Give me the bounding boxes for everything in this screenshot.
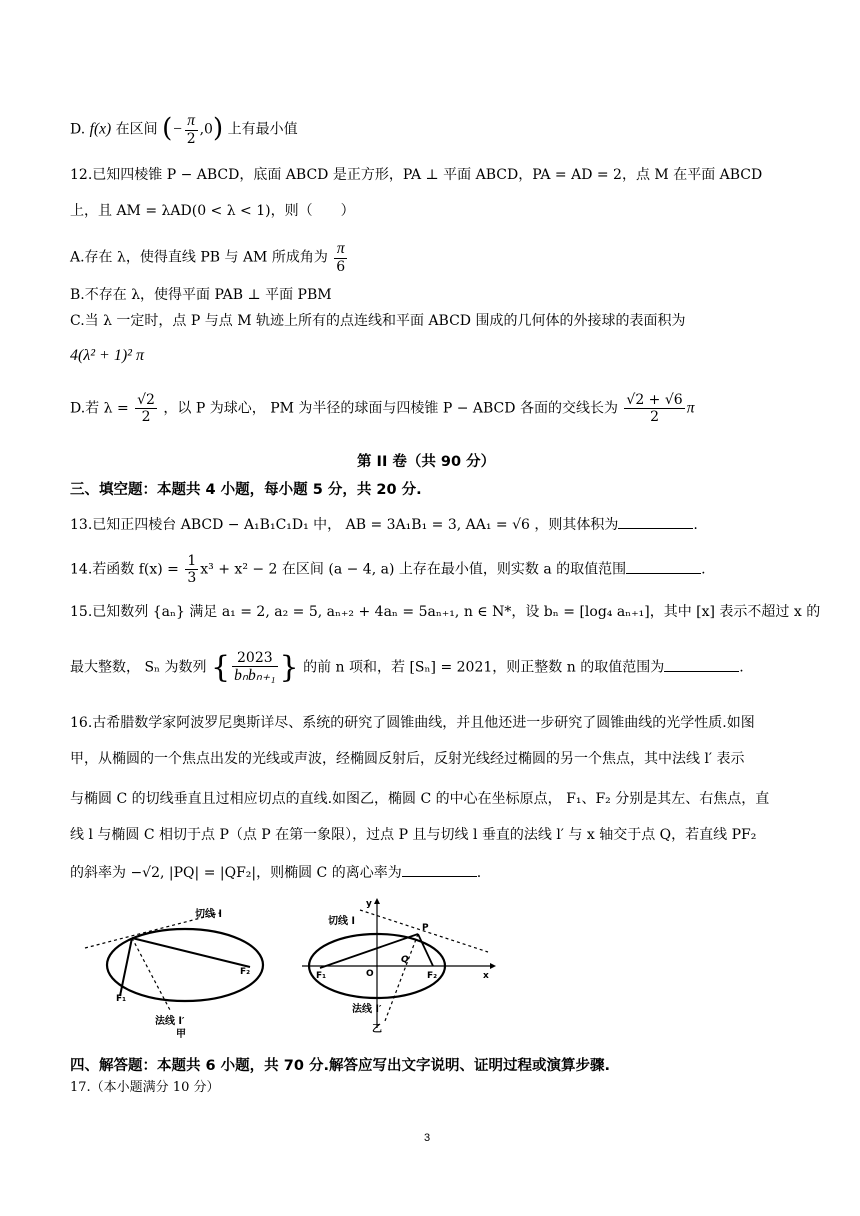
fraction: $\frac{√2 + √6}{2}$ [626,392,683,426]
f1-label: F₁ [116,994,127,1004]
q12-option-c-line2: 4(λ² + 1)² π [70,347,144,364]
fraction: $\frac{√2}{2}$ [137,392,155,426]
f1-label: F₁ [316,971,327,981]
fraction: $\frac{\pi}{2}$ [186,112,196,147]
q12-option-b: B.不存在 λ，使得平面 PAB ⊥ 平面 PBM [70,287,332,303]
caption-jia: 甲 [176,1029,186,1038]
q15-line2: 最大整数， Sₙ 为数列 { $\frac{2023}{\text{bₙbₙ₊₁}}$ } 的前 n 项和，若 [Sₙ] = 2021，则正整数 n 的取值范围为 . [70,650,744,685]
q12-option-a [70,240,349,275]
left-paren: ( [162,113,173,144]
answer-blank[interactable] [664,657,739,672]
figure-jia [80,898,290,1038]
q15-text: 最大整数， Sₙ 为数列 [70,659,207,676]
incident-ray [120,938,132,996]
q15-line1: 15.已知数列 {aₙ} 满足 a₁ = 2, a₂ = 5, aₙ₊₂ + 4aₙ = 5aₙ₊₁, n ∈ N*，设 bₙ = [log₄ aₙ₊₁]，其中 [x] 表示不超过 x 的 [70,604,821,620]
q13-text: 13.已知正四棱台 ABCD − A₁B₁C₁D₁ 中， AB = 3A₁B₁ = 3, AA₁ = √6 ，则其体积为 [70,517,619,533]
option-d-text: ，以 P 为球心， PM 为半径的球面与四棱锥 P − ABCD 各面的交线长为 [163,400,618,417]
caption-yi: 乙 [372,1024,382,1035]
tangent-label: 切线 l [195,909,222,920]
y-label: y [366,899,372,909]
option-d-text: D.若 λ = [70,400,129,417]
y-arrow [374,898,380,904]
q15-text: 的前 n 项和，若 [Sₙ] = 2021，则正整数 n 的取值范围为 [303,659,665,676]
right-paren: ) [212,113,224,144]
normal-label: 法线 l′ [155,1016,185,1027]
fraction: $\frac{2023}{\text{bₙbₙ₊₁}}$ [234,650,276,685]
q14-text: x³ + x² − 2 在区间 (a − 4, a) 上存在最小值，则实数 a 的取值范围 [200,561,627,578]
figure-yi [300,896,500,1036]
function-name: f(x) [89,120,112,138]
reflected-ray [132,938,250,967]
option-label: D. [70,121,86,138]
q12-stem-line1: 12.已知四棱锥 P − ABCD，底面 ABCD 是正方形，PA ⊥ 平面 ABCD，PA = AD = 2，点 M 在平面 ABCD [70,167,763,183]
q17: 17.（本小题满分 10 分） [70,1080,220,1095]
page-number: 3 [424,1132,431,1144]
q16-line5: 的斜率为 −√2, |PQ| = |QF₂|，则椭圆 C 的离心率为 . [70,862,481,882]
p-label: P [422,923,429,933]
fraction: $\frac{\pi}{6}$ [336,240,346,275]
q16-text: 的斜率为 −√2, |PQ| = |QF₂|，则椭圆 C 的离心率为 [70,865,402,881]
section4-title: 四、解答题：本题共 6 小题，共 70 分.解答应写出文字说明、证明过程或演算步骤. [70,1058,610,1074]
q12-stem-line2: 上，且 AM = λAD(0 < λ < 1)，则（ ） [70,203,355,219]
part2-title: 第 II 卷（共 90 分） [357,454,496,470]
f2-label: F₂ [427,971,438,981]
x-arrow [490,963,496,969]
f2-label: F₂ [240,967,251,977]
q16-line3: 与椭圆 C 的切线垂直且过相应切点的直线.如图乙，椭圆 C 的中心在坐标原点， F₁、F₂ 分别是其左、右焦点，直 [70,791,770,807]
q16-line2: 甲，从椭圆的一个焦点出发的光线或声波，经椭圆反射后，反射光线经过椭圆的另一个焦点，其中法线 l′ 表示 [70,751,745,767]
answer-blank[interactable] [618,514,693,529]
answer-blank[interactable] [626,559,701,574]
o-label: O [366,969,374,979]
q14-text: 14.若函数 f(x) = [70,561,179,578]
fraction: $\frac{1}{3}$ [187,553,197,587]
text: 在区间 [115,121,158,138]
q13: 13.已知正四棱台 ABCD − A₁B₁C₁D₁ 中， AB = 3A₁B₁ = 3, AA₁ = √6 ，则其体积为 . [70,514,698,534]
pf2-line [418,934,433,966]
q-label: Q [401,955,409,965]
q16-line1: 16.古希腊数学家阿波罗尼奥斯详尽、系统的研究了圆锥曲线，并且他还进一步研究了圆锥曲线的光学性质.如图 [70,715,755,731]
normal-line [385,934,418,1021]
q11-option-d: D. f(x) 在区间 (− $\frac{\pi}{2}$ ,0) 上有最小值 [70,112,298,147]
q12-option-d: D.若 λ = $\frac{√2}{2}$ ，以 P 为球心， PM 为半径的球面与四棱锥 P − ABCD 各面的交线长为 $\frac{√2 + √6}{2}$ π [70,392,695,426]
normal-label: 法线 l′ [352,1004,382,1015]
section3-title: 三、填空题：本题共 4 小题，每小题 5 分，共 20 分. [70,482,422,498]
q16-line4: 线 l 与椭圆 C 相切于点 P（点 P 在第一象限），过点 P 且与切线 l 垂直的法线 l′ 与 x 轴交于点 Q，若直线 PF₂ [70,827,757,843]
answer-blank[interactable] [402,862,477,877]
option-a-text: A.存在 λ，使得直线 PB 与 AM 所成角为 [70,249,328,266]
text: 上有最小值 [227,121,298,138]
q12-option-c-line1: C.当 λ 一定时，点 P 与点 M 轨迹上所有的点连线和平面 ABCD 围成的几何体的外接球的表面积为 [70,313,686,329]
q14: 14.若函数 f(x) = $\frac{1}{3}$ x³ + x² − 2 在区间 (a − 4, a) 上存在最小值，则实数 a 的取值范围 . [70,553,706,587]
x-label: x [483,971,489,981]
tangent-label: 切线 l [328,916,355,927]
